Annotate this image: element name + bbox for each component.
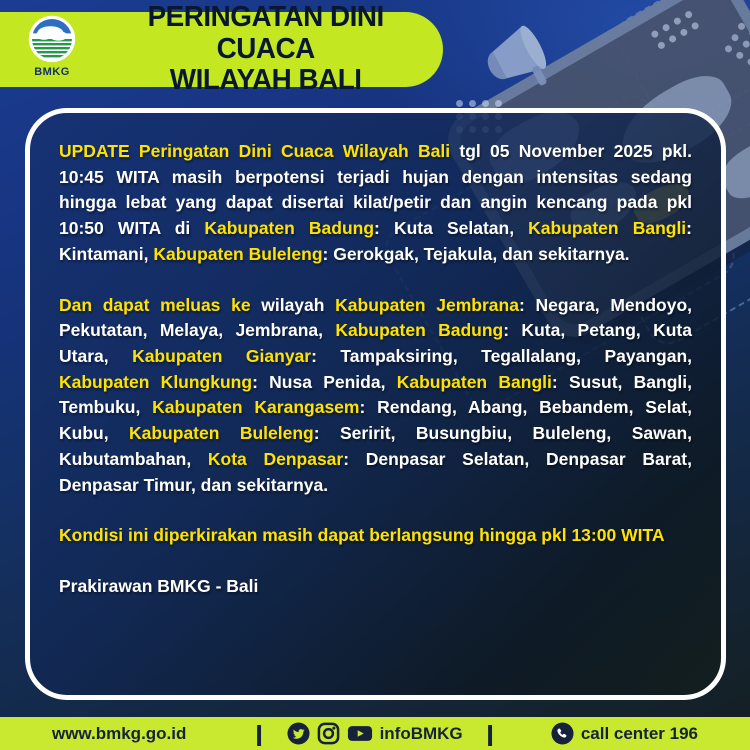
warning-paragraph-update: [59, 139, 692, 268]
text-segment-yellow: Kota Denpasar: [207, 448, 344, 469]
dot-grid: [724, 10, 750, 66]
phone-icon: [551, 722, 574, 745]
warning-content-box: [25, 108, 726, 700]
text-segment-white: tgl 05 November 2025 pkl. 10:45 WITA masih berpotensi terjadi hujan dengan intensitas sedang hingga lebat yang dapat disertai kilat/petir dan angin kencang pada pkl 10:50 WITA di: [59, 141, 692, 239]
youtube-icon: [347, 722, 373, 745]
text-segment-yellow: UPDATE Peringatan Dini Cuaca Wilayah Bali: [59, 141, 451, 161]
text-segment-white: : Tampaksiring, Tegallalang, Payangan,: [311, 346, 692, 367]
bmkg-logo-label: BMKG: [34, 66, 70, 78]
text-segment-yellow: Kabupaten Buleleng: [129, 423, 314, 444]
text-segment-white: : Nusa Penida,: [252, 371, 397, 392]
text-segment-white: : Susut, Bangli, Tembuku,: [59, 371, 693, 418]
text-segment-yellow: Kabupaten Bangli: [396, 371, 552, 392]
text-segment-white: : Kuta Selatan,: [374, 218, 529, 239]
text-segment-yellow: Kabupaten Bangli: [528, 218, 687, 239]
twitter-icon: [287, 722, 310, 745]
text-segment-yellow: Kabupaten Gianyar: [132, 346, 312, 367]
text-segment-yellow: Kabupaten Jembrana: [335, 294, 519, 315]
text-segment-yellow: Kabupaten Badung: [204, 218, 375, 239]
text-segment-yellow: Kabupaten Buleleng: [153, 243, 323, 264]
text-segment-white: : Negara, Mendoyo, Pekutatan, Melaya, Jembrana,: [59, 294, 693, 341]
text-segment-white: : Kintamani,: [59, 218, 692, 264]
page-title: [9, 2, 434, 98]
separator: |: [485, 720, 495, 746]
text-segment-white: Prakirawan BMKG - Bali: [59, 576, 259, 597]
call-center-group: [551, 722, 698, 745]
warning-paragraph-expansion: [59, 293, 692, 499]
text-segment-yellow: Kabupaten Klungkung: [59, 371, 253, 392]
text-segment-yellow: Kabupaten Karangasem: [152, 397, 360, 418]
warning-paragraph-duration: [59, 523, 692, 549]
header-banner: [0, 0, 443, 97]
title-line-2: WILAYAH BALI: [169, 64, 362, 97]
megaphone-icon: [474, 14, 560, 100]
website-url: www.bmkg.go.id: [51, 723, 187, 743]
text-segment-white: : Rendang, Abang, Bebandem, Selat, Kubu,: [59, 397, 692, 444]
footer-bar: [0, 717, 750, 750]
instagram-icon: [317, 722, 340, 745]
separator: |: [255, 720, 264, 746]
text-segment-yellow: Kondisi ini diperkirakan masih dapat berlangsung hingga pkl 13:00 WITA: [59, 525, 665, 546]
title-line-1: PERINGATAN DINI CUACA: [147, 0, 384, 65]
text-segment-white: : Kuta, Petang, Kuta Utara,: [59, 320, 692, 367]
text-segment-white: : Denpasar Selatan, Denpasar Barat, Denpasar Timur, dan sekitarnya.: [59, 448, 692, 495]
forecaster-signature: [59, 574, 692, 600]
text-segment-white: wilayah: [250, 294, 336, 315]
text-segment-yellow: Kabupaten Badung: [335, 320, 504, 341]
social-handle: infoBMKG: [379, 723, 463, 743]
text-segment-white: : Gerokgak, Tejakula, dan sekitarnya.: [322, 243, 630, 264]
social-media-group: [287, 722, 463, 745]
text-segment-white: : Seririt, Busungbiu, Buleleng, Sawan, Kubutambahan,: [59, 423, 692, 469]
call-center-label: call center 196: [580, 723, 699, 743]
text-segment-yellow: Dan dapat meluas ke: [59, 294, 251, 315]
